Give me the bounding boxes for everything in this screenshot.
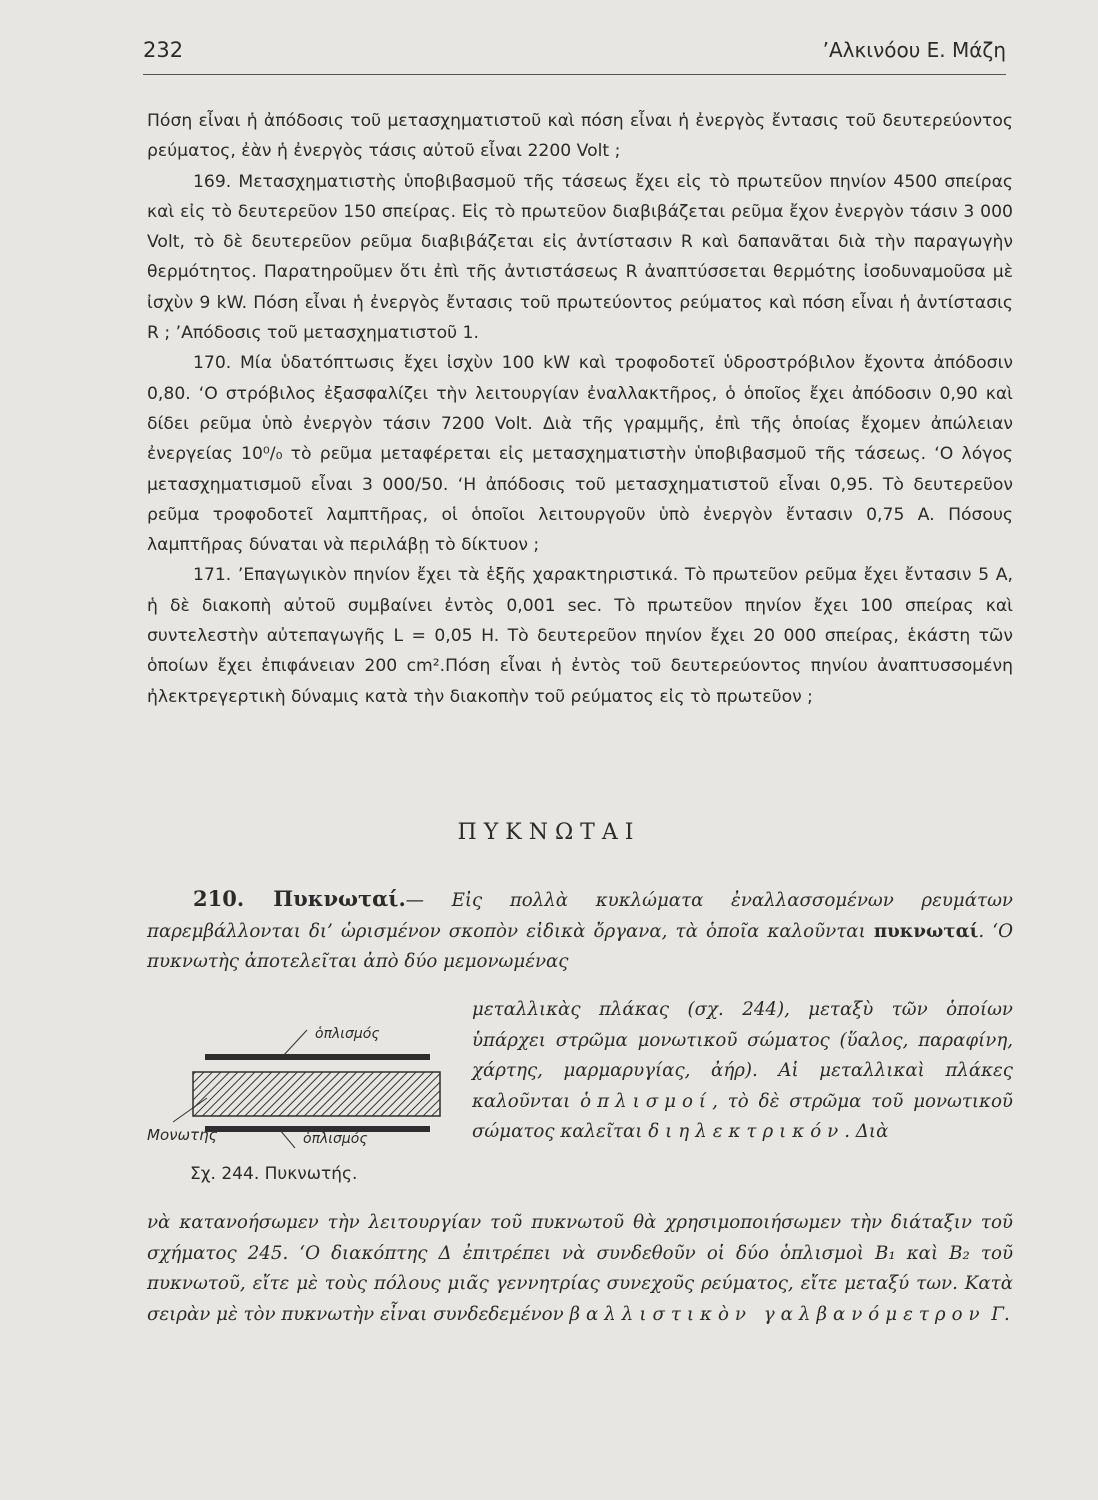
exercise-168-tail: Πόση εἶναι ἡ ἀπόδοσις τοῦ μετασχηματιστοῦ καὶ πόση εἶναι ἡ ἐνεργὸς ἔντασις τοῦ δευτερεύοντος ρεύματος, ἐὰν ἡ ἐνεργὸς τάσις αὐτοῦ εἶναι 2200 Volt ; <box>147 111 1013 162</box>
heading-dash: — <box>405 890 452 911</box>
wrap-text-1: μεταλλικὰς πλάκας (σχ. 244), μεταξὺ τῶν ὁποίων ὑπάρχει στρῶμα μονωτικοῦ σώματος (ὕαλος, παραφίνη, χάρτης, μαρμαρυγίας, ἀήρ). Αἱ μεταλλικαὶ πλάκες καλοῦνται <box>472 999 1013 1112</box>
section-210-intro <box>147 884 1013 978</box>
section-title: ΠΥΚΝΩΤΑΙ <box>457 820 641 845</box>
term-dielektrikon: διηλεκτρικόν <box>648 1121 845 1142</box>
term-oplismoi: ὁπλισμοί <box>580 1090 713 1112</box>
section-heading: 210. Πυκνωταί. <box>193 886 406 911</box>
dielectric-layer <box>193 1072 440 1116</box>
term-galvanometer: βαλλιστικὸν γαλβανόμετρον <box>569 1303 986 1325</box>
term-pyknotai: πυκνωταί <box>873 920 979 942</box>
label-top: ὁπλισμός <box>315 1026 380 1042</box>
leader-bottom <box>280 1130 295 1148</box>
section-210-paragraph <box>147 884 1013 978</box>
exercise-block <box>147 106 1013 712</box>
intro-text-2: . ‘Ο πυκνωτὴς ἀποτελεῖται ἀπὸ δύο μεμονωμένας <box>147 920 1013 972</box>
section-210-continuation <box>147 1208 1013 1330</box>
leader-top <box>283 1030 307 1056</box>
exercise-171: 171. ’Επαγωγικὸν πηνίον ἔχει τὰ ἑξῆς χαρακτηριστικά. Τὸ πρωτεῦον ρεῦμα ἔχει ἔντασιν 5 A, ἡ δὲ διακοπὴ αὐτοῦ συμβαίνει ἐντὸς 0,001 sec. Τὸ πρωτεῦον πηνίον ἔχει 100 σπείρας καὶ συντελεστὴν αὐτεπαγωγῆς L = 0,05 H. Τὸ δευτερεῦον πηνίον ἔχει 20 000 σπείρας, ἑκάστη τῶν ὁποίων ἔχει ἐπιφάνειαν 200 cm².Πόση εἶναι ἡ ἐντὸς τοῦ δευτερεύοντος πηνίου ἀναπτυσσομένη ἠλεκτρεγερτικὴ δύναμις κατὰ τὴν διακοπὴν τοῦ ρεύματος εἰς τὸ πρωτεῦον ; <box>147 565 1013 707</box>
wrapped-paragraph <box>472 995 1013 1148</box>
label-bottom: ὁπλισμός <box>303 1131 368 1147</box>
header-rule <box>143 74 1006 75</box>
page-number: 232 <box>143 38 184 62</box>
exercise-170: 170. Μία ὑδατόπτωσις ἔχει ἰσχὺν 100 kW καὶ τροφοδοτεῖ ὑδροστρόβιλον ἔχοντα ἀπόδοσιν 0,80. ‘Ο στρόβιλος ἐξασφαλίζει τὴν λειτουργίαν ἐναλλακτῆρος, ὁ ὁποῖος ἔχει ἀπόδοσιν 0,90 καὶ δίδει ρεῦμα ὑπὸ ἐνεργὸν τάσιν 7200 Volt. Διὰ τῆς γραμμῆς, ἐπὶ τῆς ὁποίας ἔχομεν ἀπώλειαν ἐνεργείας 10⁰/₀ τὸ ρεῦμα μεταφέρεται εἰς μετασχηματιστὴν ὑποβιβασμοῦ τῆς τάσεως. ‘Ο λόγος μετασχηματισμοῦ εἶναι 3 000/50. ‘Η ἀπόδοσις τοῦ μετασχηματιστοῦ εἶναι 0,95. Τὸ δευτερεῦον ρεῦμα τροφοδοτεῖ λαμπτῆρας, οἱ ὁποῖοι λειτουργοῦν ὑπὸ ἐνεργὸν ἔντασιν 0,75 A. Πόσους λαμπτῆρας δύναται νὰ περιλάβῃ τὸ δίκτυον ; <box>147 353 1013 556</box>
wrap-text-3: . Διὰ <box>844 1121 889 1142</box>
after-text-2: Γ. <box>985 1303 1010 1325</box>
capacitor-diagram <box>145 1020 455 1170</box>
wrap-text-2: , τὸ δὲ στρῶμα τοῦ μονωτικοῦ σώματος καλεῖται <box>472 1090 1013 1142</box>
intro-text: Εἰς πολλὰ κυκλώματα ἐναλλασσομένων ρευμάτων παρεμβάλλονται δι’ ὡρισμένον σκοπὸν εἰδικὰ ὄργανα, τὰ ὁποῖα καλοῦνται <box>147 890 1013 942</box>
running-head: ’Αλκινόου Ε. Μάζη <box>822 38 1006 62</box>
label-left: Μονωτής <box>147 1126 218 1144</box>
exercise-169: 169. Μετασχηματιστὴς ὑποβιβασμοῦ τῆς τάσεως ἔχει εἰς τὸ πρωτεῦον πηνίον 4500 σπείρας καὶ εἰς τὸ δευτερεῦον 150 σπείρας. Εἰς τὸ πρωτεῦον διαβιβάζεται ρεῦμα ἔχον ἐνεργὸν τάσιν 3 000 Volt, τὸ δὲ δευτερεῦον ρεῦμα διαβιβάζεται εἰς ἀντίστασιν R καὶ δαπανᾶται διὰ τὴν παραγωγὴν θερμότητος. Παρατηροῦμεν ὅτι ἐπὶ τῆς ἀντιστάσεως R ἀναπτύσσεται θερμότης ἰσοδυναμοῦσα μὲ ἰσχὺν 9 kW. Πόση εἶναι ἡ ἐνεργὸς ἔντασις τοῦ πρωτεύοντος ρεύματος καὶ πόση εἶναι ἡ ἀντίστασις R ; ’Απόδοσις τοῦ μετασχηματιστοῦ 1. <box>147 171 1013 344</box>
top-plate <box>205 1054 430 1060</box>
after-text-1: νὰ κατανοήσωμεν τὴν λειτουργίαν τοῦ πυκνωτοῦ θὰ χρησιμοποιήσωμεν τὴν διάταξιν τοῦ σχήματος 245. ‘Ο διακόπτης Δ ἐπιτρέπει νὰ συνδεθοῦν οἱ δύο ὁπλισμοὶ B₁ καὶ B₂ τοῦ πυκνωτοῦ, εἴτε μὲ τοὺς πόλους μιᾶς γεννητρίας συνεχοῦς ρεύματος, εἴτε μεταξύ των. Κατὰ σειρὰν μὲ τὸν πυκνωτὴν εἶναι συνδεδεμένον <box>147 1212 1013 1325</box>
page-header <box>143 38 1006 74</box>
wrapped-text <box>472 995 1013 1148</box>
continuation-paragraph <box>147 1208 1013 1330</box>
figure-caption: Σχ. 244. Πυκνωτής. <box>190 1164 358 1184</box>
